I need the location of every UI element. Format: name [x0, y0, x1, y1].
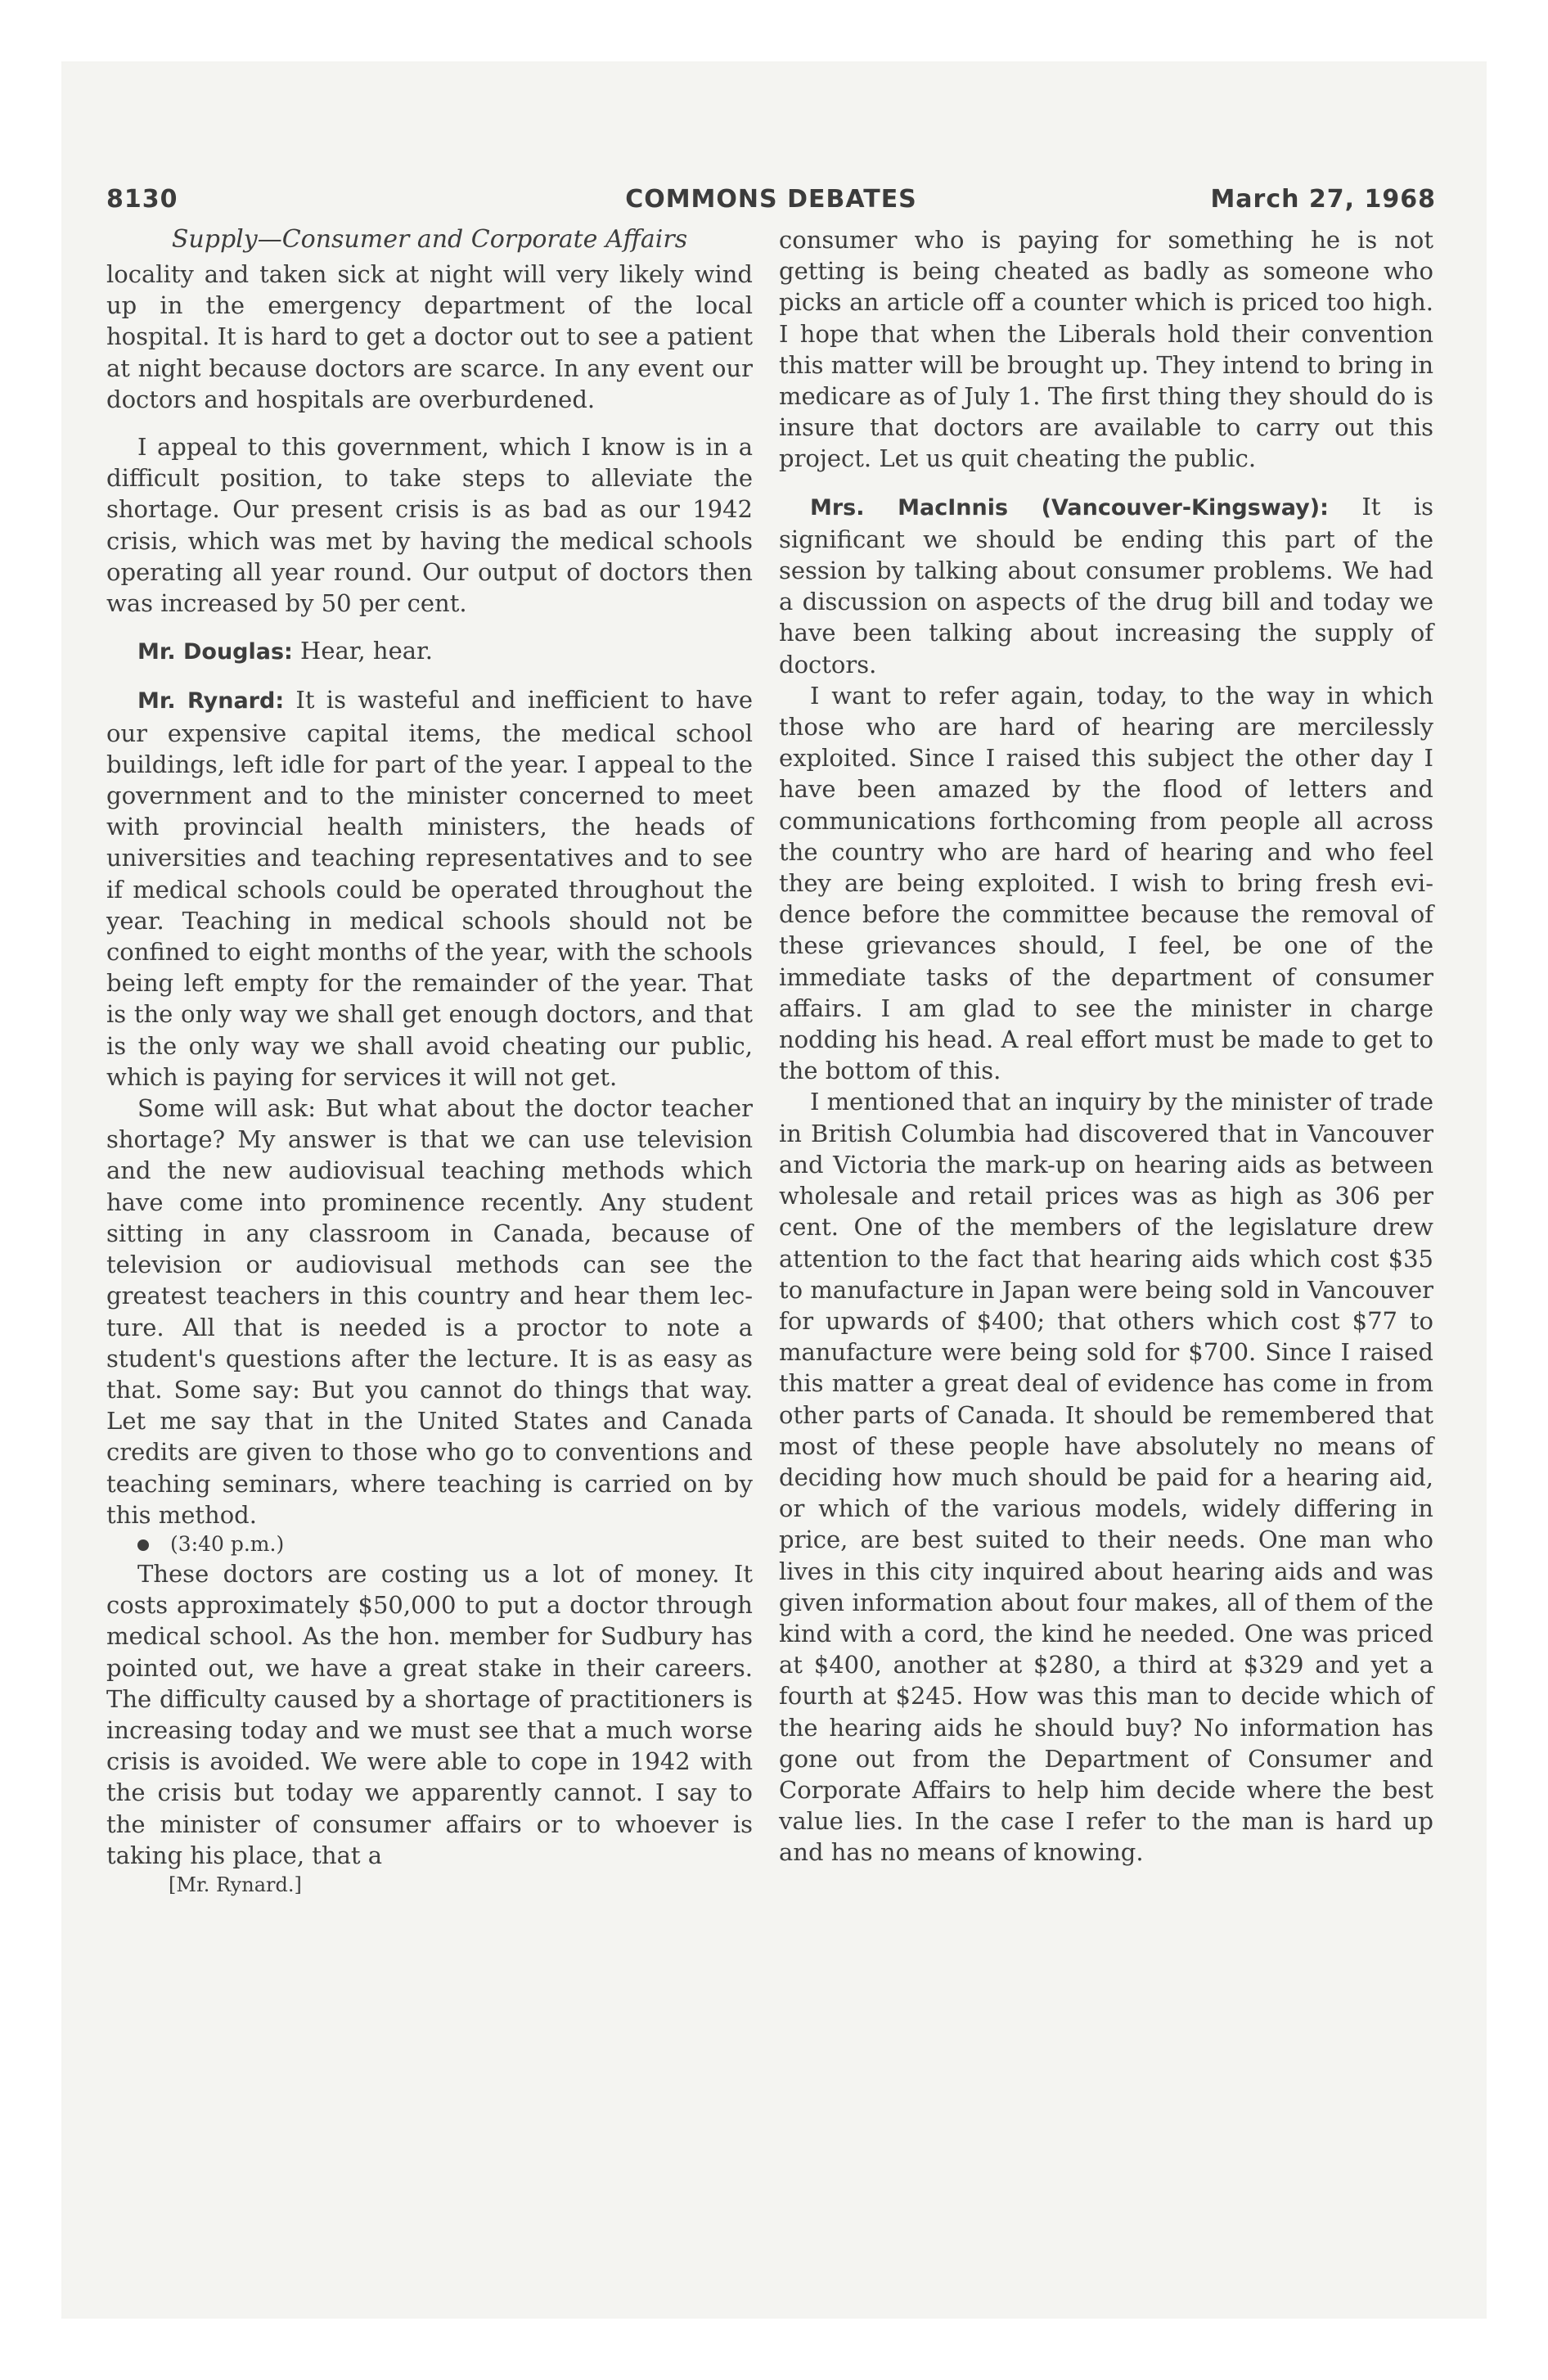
speaker-name: Mr. Douglas:	[137, 639, 293, 665]
time-stamp-text: (3:40 p.m.)	[170, 1531, 285, 1556]
paragraph: I appeal to this government, which I know is in a difficult position, to take steps to alleviate the shortage. Our present crisis is as bad as our 1942 crisis, which was met by having the medical schools operating all year round. Our output of doctors then was increased by 50 per cent.	[106, 433, 753, 618]
paragraph: consumer who is paying for something he is not getting is being cheated as badly as someone who picks an article off a counter which is priced too high. I hope that when the Liberals hold their convention this matter will be brought up. They intend to bring in medicare as of July 1. The first thing they should do is insure that doctors are available to carry out this project. Let us quit cheating the public.	[779, 226, 1433, 473]
speaker-attribution: [Mr. Rynard.]	[169, 1873, 302, 1896]
speaker-name: Mr. Rynard:	[137, 688, 285, 714]
bullet-icon	[137, 1539, 149, 1551]
paragraph: These doctors are costing us a lot of money. It costs approximately $50,000 to put a doctor through medical school. As the hon. member for Sudbury has pointed out, we have a great stake in their careers. The difficulty caused by a shortage of practitioners is increasing today and we must see that a much worse crisis is avoided. We were able to cope in 1942 with the crisis but today we apparently cannot. I say to the minister of consumer affairs or to whoever is taking his place, that a	[106, 1559, 753, 1869]
speech-paragraph	[779, 491, 1433, 680]
page-date: March 27, 1968	[1210, 185, 1436, 214]
speech-text: It is wasteful and inefficient to have our expensive capital items, the medical school buildings, left idle for part of the year. I appeal to the government and to the minister concerned to meet with provincial health ministers, the heads of universities and teaching representatives and to see if medical schools could be operated throughout the year. Teaching in medical schools should not be confined to eight months of the year, with the schools being left empty for the remainder of the year. That is the only way we shall get enough doctors, and that is the only way we shall avoid cheating our public, which is paying for services it will not get.	[106, 686, 753, 1091]
page-number: 8130	[106, 185, 178, 214]
paragraph: Some will ask: But what about the doctor teacher shortage? My answer is that we can use television and the new audiovisual teaching methods which have come into prominence recently. Any student sitting in any classroom in Canada, because of television or audiovisual methods can see the greatest teachers in this country and hear them lecture. All that is needed is a proctor to note a student's questions after the lecture. It is as easy as that. Some say: But you cannot do things that way. Let me say that in the United States and Canada credits are given to those who go to conventions and teaching seminars, where teaching is carried on by this method.	[106, 1094, 753, 1529]
paragraph: locality and taken sick at night will very likely wind up in the emergency department of the local hospital. It is hard to get a doctor out to see a patient at night because doctors are scarce. In any event our doctors and hospitals are overburdened.	[106, 260, 753, 413]
page-header	[106, 185, 1436, 226]
right-column	[779, 224, 1433, 1868]
speech-text: It is significant we should be ending this part of the session by talking about consumer problems. We had a discussion on aspects of the drug bill and today we have been talking about increasing the supply of doctors.	[779, 492, 1434, 678]
speech-text: Hear, hear.	[292, 637, 433, 665]
journal-title: COMMONS DEBATES	[625, 185, 917, 214]
time-stamp	[106, 1530, 753, 1558]
section-heading: Supply—Consumer and Corporate Affairs	[171, 225, 688, 254]
paragraph: I want to refer again, today, to the way in which those who are hard of hearing are mercilessly exploited. Since I raised this subject the other day I have been amazed by the flood of letters and communications forthcoming from people all across the country who are hard of hearing and who feel they are being exploited. I wish to bring fresh evidence before the committee because the removal of these grievances should, I feel, be one of the immediate tasks of the department of consumer affairs. I am glad to see the minister in charge nodding his head. A real effort must be made to get to the bottom of this.	[779, 681, 1433, 1085]
left-column	[106, 224, 753, 1899]
speaker-name: Mrs. MacInnis (Vancouver-Kingsway):	[810, 494, 1329, 521]
speech-paragraph	[106, 635, 753, 668]
paragraph: I mentioned that an inquiry by the minister of trade in British Columbia had discovered that in Vancouver and Victoria the mark-up on hearing aids as between wholesale and retail prices was as high as 306 per cent. One of the members of the legislature drew attention to the fact that hearing aids which cost $35 to manufacture in Japan were being sold in Vancouver for upwards of $400; that others which cost $77 to manufacture were being sold for $700. Since I raised this matter a great deal of evidence has come in from other parts of Canada. It should be remembered that most of these people have absolutely no means of deciding how much should be paid for a hearing aid, or which of the various models, widely differing in price, are best suited to their needs. One man who lives in this city inquired about hearing aids and was given information about four makes, all of them of the kind with a cord, the kind he needed. One was priced at $400, another at $280, a third at $329 and yet a fourth at $245. How was this man to decide which of the hearing aids he should buy? No information has gone out from the Department of Consumer and Corporate Affairs to help him decide where the best value lies. In the case I refer to the man is hard up and has no means of knowing.	[779, 1088, 1433, 1867]
speech-paragraph	[106, 684, 753, 1093]
